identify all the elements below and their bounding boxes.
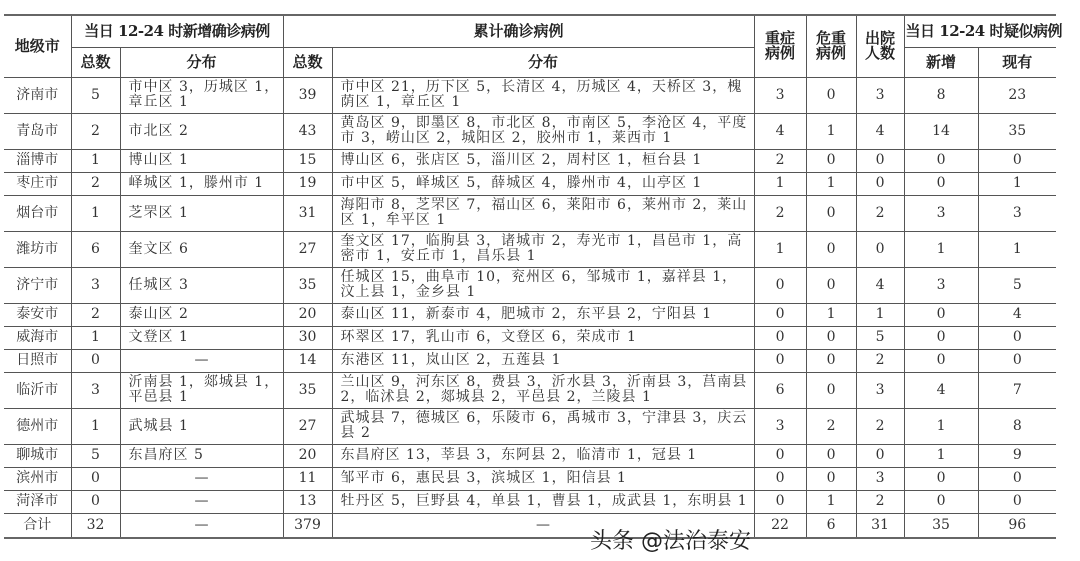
suspect-current-cell: 4 — [978, 303, 1056, 326]
new-total-cell: 0 — [71, 349, 120, 372]
suspect-current-cell: 0 — [978, 467, 1056, 490]
suspect-current-cell: 35 — [978, 113, 1056, 149]
severe-cell: 2 — [754, 195, 806, 231]
discharged-cell: 2 — [856, 490, 904, 513]
table-row — [4, 231, 1056, 267]
new-dist-cell: 任城区 3 — [120, 267, 283, 303]
city-cell: 淄博市 — [4, 149, 71, 172]
new-total-cell: 5 — [71, 444, 120, 467]
severe-cell: 0 — [754, 349, 806, 372]
suspect-new-cell: 1 — [904, 444, 978, 467]
table-row — [4, 172, 1056, 195]
suspect-current-cell: 1 — [978, 231, 1056, 267]
suspect-current-cell: 1 — [978, 172, 1056, 195]
total-row — [4, 513, 1056, 538]
suspect-current-cell: 3 — [978, 195, 1056, 231]
header-cum-dist: 分布 — [332, 47, 754, 77]
critical-cell: 0 — [806, 267, 856, 303]
header-critical: 危重病例 — [806, 15, 856, 77]
cum-total-cell: 20 — [283, 303, 332, 326]
new-total-cell: 1 — [71, 326, 120, 349]
critical-cell: 1 — [806, 113, 856, 149]
discharged-cell: 1 — [856, 303, 904, 326]
cum-total-cell: 13 — [283, 490, 332, 513]
critical-cell: 0 — [806, 372, 856, 408]
table-row — [4, 149, 1056, 172]
severe-cell: 0 — [754, 326, 806, 349]
severe-cell: 3 — [754, 408, 806, 444]
suspect-current-cell: 9 — [978, 444, 1056, 467]
severe-cell: 3 — [754, 77, 806, 113]
discharged-cell: 0 — [856, 444, 904, 467]
cum-dist-cell: 奎文区 17，临朐县 3，诸城市 2，寿光市 1，昌邑市 1，高密市 1，安丘市 1，昌乐县 1 — [332, 231, 754, 267]
new-dist-cell: 武城县 1 — [120, 408, 283, 444]
new-total-cell: 3 — [71, 372, 120, 408]
suspect-current-cell: 8 — [978, 408, 1056, 444]
cum-total-cell: 20 — [283, 444, 332, 467]
cum-total-cell: 14 — [283, 349, 332, 372]
discharged-cell: 5 — [856, 326, 904, 349]
new-dist-cell: 奎文区 6 — [120, 231, 283, 267]
severe-cell: 22 — [754, 513, 806, 538]
cum-dist-cell: 武城县 7，德城区 6，乐陵市 6，禹城市 3，宁津县 3，庆云县 2 — [332, 408, 754, 444]
discharged-cell: 3 — [856, 77, 904, 113]
suspect-new-cell: 14 — [904, 113, 978, 149]
suspect-new-cell: 0 — [904, 490, 978, 513]
cum-dist-cell: 东昌府区 13，莘县 3，东阿县 2，临清市 1，冠县 1 — [332, 444, 754, 467]
severe-cell: 1 — [754, 231, 806, 267]
cum-dist-cell: 任城区 15，曲阜市 10，兖州区 6，邹城市 1，嘉祥县 1，汶上县 1，金乡县 1 — [332, 267, 754, 303]
discharged-cell: 31 — [856, 513, 904, 538]
covid-case-table — [4, 14, 1062, 539]
new-dist-cell: 博山区 1 — [120, 149, 283, 172]
new-total-cell: 0 — [71, 490, 120, 513]
cum-dist-cell: 牡丹区 5，巨野县 4，单县 1，曹县 1，成武县 1，东明县 1 — [332, 490, 754, 513]
cum-dist-cell: 市中区 5，峄城区 5，薛城区 4，滕州市 4，山亭区 1 — [332, 172, 754, 195]
city-cell: 德州市 — [4, 408, 71, 444]
new-dist-cell: — — [120, 467, 283, 490]
new-total-cell: 6 — [71, 231, 120, 267]
suspect-new-cell: 1 — [904, 231, 978, 267]
new-dist-cell: — — [120, 513, 283, 538]
critical-cell: 0 — [806, 195, 856, 231]
city-cell: 临沂市 — [4, 372, 71, 408]
cum-dist-cell: 市中区 21，历下区 5，长清区 4，历城区 4，天桥区 3，槐荫区 1，章丘区 1 — [332, 77, 754, 113]
suspect-new-cell: 0 — [904, 467, 978, 490]
new-total-cell: 2 — [71, 303, 120, 326]
city-cell: 日照市 — [4, 349, 71, 372]
cum-dist-cell: 博山区 6，张店区 5，淄川区 2，周村区 1，桓台县 1 — [332, 149, 754, 172]
new-dist-cell: — — [120, 490, 283, 513]
city-cell: 威海市 — [4, 326, 71, 349]
suspect-new-cell: 3 — [904, 195, 978, 231]
suspect-current-cell: 96 — [978, 513, 1056, 538]
table-row — [4, 408, 1056, 444]
new-total-cell: 1 — [71, 149, 120, 172]
city-cell: 菏泽市 — [4, 490, 71, 513]
critical-cell: 0 — [806, 77, 856, 113]
suspect-current-cell: 0 — [978, 349, 1056, 372]
table-row — [4, 349, 1056, 372]
suspect-current-cell: 0 — [978, 149, 1056, 172]
table-row — [4, 195, 1056, 231]
new-total-cell: 0 — [71, 467, 120, 490]
cum-dist-cell: 海阳市 8，芝罘区 7，福山区 6，莱阳市 6，莱州市 2，莱山区 1，牟平区 1 — [332, 195, 754, 231]
watermark: 头条 @法治泰安 — [590, 529, 751, 554]
cum-dist-cell: 环翠区 17，乳山市 6，文登区 6，荣成市 1 — [332, 326, 754, 349]
suspect-current-cell: 5 — [978, 267, 1056, 303]
suspect-new-cell: 0 — [904, 303, 978, 326]
table-row — [4, 77, 1056, 113]
discharged-cell: 0 — [856, 231, 904, 267]
header-cum-total: 总数 — [283, 47, 332, 77]
discharged-cell: 2 — [856, 349, 904, 372]
new-total-cell: 3 — [71, 267, 120, 303]
city-cell: 烟台市 — [4, 195, 71, 231]
cum-total-cell: 35 — [283, 267, 332, 303]
suspect-new-cell: 4 — [904, 372, 978, 408]
new-total-cell: 32 — [71, 513, 120, 538]
severe-cell: 0 — [754, 467, 806, 490]
critical-cell: 1 — [806, 490, 856, 513]
city-cell: 枣庄市 — [4, 172, 71, 195]
header-new-confirmed: 当日 12-24 时新增确诊病例 — [71, 15, 283, 47]
suspect-current-cell: 0 — [978, 326, 1056, 349]
severe-cell: 1 — [754, 172, 806, 195]
discharged-cell: 4 — [856, 267, 904, 303]
new-dist-cell: 峄城区 1，滕州市 1 — [120, 172, 283, 195]
cum-dist-cell: 邹平市 6，惠民县 3，滨城区 1，阳信县 1 — [332, 467, 754, 490]
suspect-new-cell: 8 — [904, 77, 978, 113]
suspect-current-cell: 23 — [978, 77, 1056, 113]
new-total-cell: 2 — [71, 113, 120, 149]
cum-total-cell: 31 — [283, 195, 332, 231]
critical-cell: 6 — [806, 513, 856, 538]
cum-dist-cell: 黄岛区 9，即墨区 8，市北区 8，市南区 5，李沧区 4，平度市 3，崂山区 2，城阳区 2，胶州市 1，莱西市 1 — [332, 113, 754, 149]
cum-total-cell: 27 — [283, 408, 332, 444]
critical-cell: 0 — [806, 467, 856, 490]
severe-cell: 2 — [754, 149, 806, 172]
suspect-new-cell: 0 — [904, 326, 978, 349]
severe-cell: 0 — [754, 444, 806, 467]
suspect-current-cell: 7 — [978, 372, 1056, 408]
severe-cell: 6 — [754, 372, 806, 408]
suspect-new-cell: 0 — [904, 149, 978, 172]
suspect-new-cell: 3 — [904, 267, 978, 303]
header-cumulative-confirmed: 累计确诊病例 — [283, 15, 754, 47]
critical-cell: 1 — [806, 172, 856, 195]
new-dist-cell: 文登区 1 — [120, 326, 283, 349]
header-severe: 重症病例 — [754, 15, 806, 77]
cum-total-cell: 19 — [283, 172, 332, 195]
critical-cell: 1 — [806, 303, 856, 326]
suspect-new-cell: 0 — [904, 349, 978, 372]
new-dist-cell: 芝罘区 1 — [120, 195, 283, 231]
table-row — [4, 303, 1056, 326]
new-dist-cell: 市中区 3，历城区 1，章丘区 1 — [120, 77, 283, 113]
new-total-cell: 5 — [71, 77, 120, 113]
header-suspect-new: 新增 — [904, 47, 978, 77]
cum-total-cell: 39 — [283, 77, 332, 113]
severe-cell: 0 — [754, 303, 806, 326]
critical-cell: 0 — [806, 326, 856, 349]
table-row — [4, 326, 1056, 349]
header-city: 地级市 — [4, 15, 71, 77]
cum-dist-cell: 泰山区 11，新泰市 4，肥城市 2，东平县 2，宁阳县 1 — [332, 303, 754, 326]
critical-cell: 0 — [806, 231, 856, 267]
city-cell: 潍坊市 — [4, 231, 71, 267]
city-cell: 聊城市 — [4, 444, 71, 467]
suspect-new-cell: 1 — [904, 408, 978, 444]
new-dist-cell: 市北区 2 — [120, 113, 283, 149]
discharged-cell: 2 — [856, 408, 904, 444]
table-row — [4, 372, 1056, 408]
city-cell: 滨州市 — [4, 467, 71, 490]
cum-total-cell: 27 — [283, 231, 332, 267]
header-suspected: 当日 12-24 时疑似病例 — [904, 15, 1056, 47]
severe-cell: 0 — [754, 490, 806, 513]
city-cell: 泰安市 — [4, 303, 71, 326]
critical-cell: 0 — [806, 444, 856, 467]
cum-total-cell: 30 — [283, 326, 332, 349]
discharged-cell: 0 — [856, 172, 904, 195]
table-row — [4, 467, 1056, 490]
header-discharged: 出院人数 — [856, 15, 904, 77]
critical-cell: 0 — [806, 149, 856, 172]
table-row — [4, 444, 1056, 467]
header-new-dist: 分布 — [120, 47, 283, 77]
suspect-new-cell: 0 — [904, 172, 978, 195]
header-suspect-current: 现有 — [978, 47, 1056, 77]
city-cell: 合计 — [4, 513, 71, 538]
table-row — [4, 267, 1056, 303]
cum-dist-cell: 兰山区 9，河东区 8，费县 3，沂水县 3，沂南县 3，莒南县 2，临沭县 2，郯城县 2，平邑县 2，兰陵县 1 — [332, 372, 754, 408]
severe-cell: 4 — [754, 113, 806, 149]
table-row — [4, 113, 1056, 149]
suspect-new-cell: 35 — [904, 513, 978, 538]
discharged-cell: 3 — [856, 372, 904, 408]
critical-cell: 0 — [806, 349, 856, 372]
discharged-cell: 2 — [856, 195, 904, 231]
new-dist-cell: 东昌府区 5 — [120, 444, 283, 467]
cum-total-cell: 15 — [283, 149, 332, 172]
cum-total-cell: 43 — [283, 113, 332, 149]
cum-dist-cell: — — [332, 513, 754, 538]
discharged-cell: 0 — [856, 149, 904, 172]
city-cell: 济宁市 — [4, 267, 71, 303]
city-cell: 济南市 — [4, 77, 71, 113]
cum-dist-cell: 东港区 11，岚山区 2，五莲县 1 — [332, 349, 754, 372]
cum-total-cell: 379 — [283, 513, 332, 538]
table-row — [4, 490, 1056, 513]
new-total-cell: 1 — [71, 408, 120, 444]
discharged-cell: 4 — [856, 113, 904, 149]
new-total-cell: 2 — [71, 172, 120, 195]
discharged-cell: 3 — [856, 467, 904, 490]
cum-total-cell: 11 — [283, 467, 332, 490]
header-new-total: 总数 — [71, 47, 120, 77]
critical-cell: 2 — [806, 408, 856, 444]
new-dist-cell: 沂南县 1，郯城县 1，平邑县 1 — [120, 372, 283, 408]
severe-cell: 0 — [754, 267, 806, 303]
new-total-cell: 1 — [71, 195, 120, 231]
city-cell: 青岛市 — [4, 113, 71, 149]
suspect-current-cell: 0 — [978, 490, 1056, 513]
cum-total-cell: 35 — [283, 372, 332, 408]
new-dist-cell: — — [120, 349, 283, 372]
new-dist-cell: 泰山区 2 — [120, 303, 283, 326]
